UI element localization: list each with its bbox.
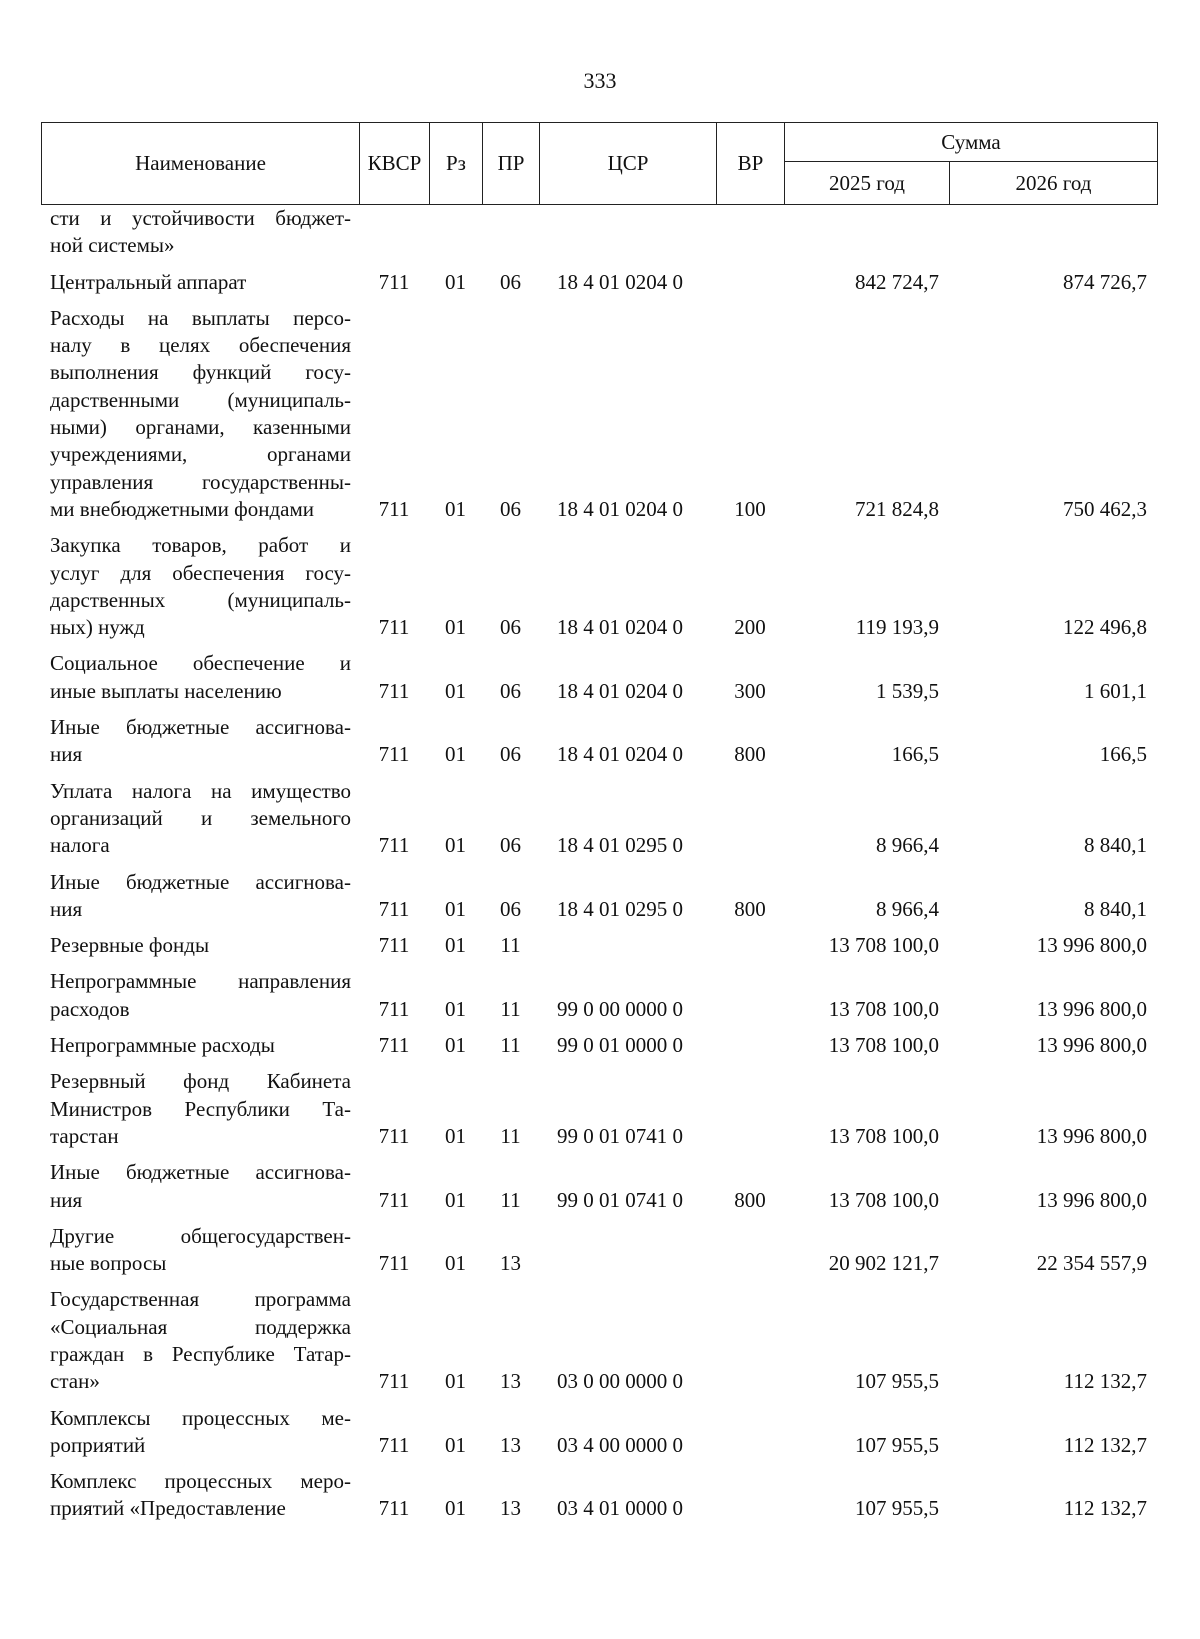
row-name <box>41 1463 359 1527</box>
cell-kvsr: 711 <box>378 615 410 640</box>
cell-vr <box>716 264 784 300</box>
cell-csr: 18 4 01 0204 0 <box>557 678 683 703</box>
cell-kvsr: 711 <box>378 1369 410 1394</box>
row-name-line: ния <box>50 1187 83 1212</box>
cell-csr: 99 0 00 0000 0 <box>557 996 683 1021</box>
cell-y2026: 122 496,8 <box>1063 615 1147 640</box>
cell-y2025: 20 902 121,7 <box>828 1251 939 1276</box>
row-name-line: роприятий <box>50 1432 146 1457</box>
cell-csr: 18 4 01 0204 0 <box>557 742 683 767</box>
cell-rz: 01 <box>445 833 466 858</box>
cell-y2026: 874 726,7 <box>1063 269 1147 294</box>
cell-csr <box>539 927 716 963</box>
row-name-line: Другие общегосударствен- <box>50 1223 351 1248</box>
cell-rz: 01 <box>445 896 466 921</box>
budget-table-body <box>41 205 1157 1527</box>
cell-pr: 13 <box>500 1369 521 1394</box>
cell-pr: 06 <box>500 742 521 767</box>
cell-y2025: 8 966,4 <box>876 833 939 858</box>
row-name-line: тарстан <box>50 1123 119 1148</box>
header-sum: Сумма <box>785 123 1158 162</box>
table-row <box>41 205 1157 264</box>
table-row <box>41 645 1157 709</box>
row-name-line: ми внебюджетными фондами <box>50 496 314 521</box>
row-name-line: ных) нужд <box>50 615 145 640</box>
cell-y2025: 107 955,5 <box>855 1432 939 1457</box>
row-name-line: Непрограммные расходы <box>50 1033 275 1058</box>
cell-y2026: 13 996 800,0 <box>1036 1033 1147 1058</box>
row-name <box>41 1218 359 1282</box>
cell-vr <box>716 963 784 1027</box>
cell-csr: 03 4 01 0000 0 <box>557 1496 683 1521</box>
row-name-line: дарственных (муниципаль- <box>50 587 351 612</box>
cell-y2026: 112 132,7 <box>1063 1432 1147 1457</box>
row-name-line: Государственная программа <box>50 1287 351 1312</box>
cell-pr: 13 <box>500 1432 521 1457</box>
row-name <box>41 1281 359 1399</box>
row-name <box>41 963 359 1027</box>
cell-vr <box>716 1063 784 1154</box>
cell-y2026: 13 996 800,0 <box>1036 933 1147 958</box>
cell-pr: 06 <box>500 896 521 921</box>
cell-vr: 100 <box>734 496 766 521</box>
cell-y2026: 22 354 557,9 <box>1036 1251 1147 1276</box>
table-row <box>41 300 1157 527</box>
table-row <box>41 264 1157 300</box>
cell-pr: 06 <box>500 496 521 521</box>
cell-rz: 01 <box>445 269 466 294</box>
cell-pr: 11 <box>500 1033 521 1058</box>
cell-kvsr: 711 <box>378 678 410 703</box>
cell-vr: 200 <box>734 615 766 640</box>
cell-y2025: 107 955,5 <box>855 1496 939 1521</box>
row-name-line: управления государственны- <box>50 469 351 494</box>
row-name-line: ния <box>50 742 83 767</box>
cell-y2025: 842 724,7 <box>855 269 939 294</box>
cell-vr <box>716 927 784 963</box>
row-name <box>41 773 359 864</box>
cell-kvsr: 711 <box>378 833 410 858</box>
cell-y2025 <box>784 205 949 264</box>
table-row <box>41 1218 1157 1282</box>
row-name <box>41 264 359 300</box>
table-row <box>41 1063 1157 1154</box>
table-row <box>41 864 1157 928</box>
cell-rz: 01 <box>445 742 466 767</box>
cell-y2025: 13 708 100,0 <box>828 1187 939 1212</box>
cell-y2026: 8 840,1 <box>1084 833 1147 858</box>
row-name <box>41 1154 359 1218</box>
cell-kvsr: 711 <box>378 1432 410 1457</box>
cell-csr: 18 4 01 0204 0 <box>557 615 683 640</box>
table-header <box>41 122 1158 205</box>
cell-kvsr: 711 <box>378 933 410 958</box>
cell-rz: 01 <box>445 1432 466 1457</box>
table-row <box>41 1027 1157 1063</box>
row-name-line: Комплекс процессных меро- <box>50 1469 351 1494</box>
row-name <box>41 709 359 773</box>
cell-y2026: 112 132,7 <box>1063 1369 1147 1394</box>
cell-y2026: 8 840,1 <box>1084 896 1147 921</box>
row-name-line: Центральный аппарат <box>50 269 247 294</box>
row-name <box>41 1400 359 1464</box>
cell-vr <box>716 1027 784 1063</box>
cell-vr: 800 <box>734 896 766 921</box>
header-rz: Рз <box>430 123 483 205</box>
row-name-line: ные вопросы <box>50 1251 167 1276</box>
row-name-line: Резервные фонды <box>50 933 210 958</box>
cell-rz: 01 <box>445 1496 466 1521</box>
cell-pr: 11 <box>500 933 521 958</box>
table-row <box>41 773 1157 864</box>
row-name-line: Непрограммные направления <box>50 969 351 994</box>
row-name-line: выполнения функций госу- <box>50 360 351 385</box>
cell-pr: 06 <box>500 678 521 703</box>
row-name-line: сти и устойчивости бюджет- <box>50 206 351 230</box>
cell-csr: 18 4 01 0204 0 <box>557 269 683 294</box>
row-name-line: Иные бюджетные ассигнова- <box>50 869 351 894</box>
cell-rz: 01 <box>445 615 466 640</box>
cell-kvsr: 711 <box>378 1496 410 1521</box>
cell-kvsr: 711 <box>378 1187 410 1212</box>
row-name-line: Министров Республики Та- <box>50 1096 351 1121</box>
row-name-line: Закупка товаров, работ и <box>50 533 351 558</box>
cell-kvsr: 711 <box>378 996 410 1021</box>
header-year-2025: 2025 год <box>785 162 950 205</box>
cell-pr: 13 <box>500 1251 521 1276</box>
row-name-line: налога <box>50 833 110 858</box>
cell-pr: 06 <box>500 269 521 294</box>
cell-pr: 11 <box>500 1187 521 1212</box>
table-row <box>41 709 1157 773</box>
cell-y2026: 13 996 800,0 <box>1036 996 1147 1021</box>
header-year-2026: 2026 год <box>950 162 1158 205</box>
cell-pr: 11 <box>500 996 521 1021</box>
row-name-line: иные выплаты населению <box>50 678 282 703</box>
row-name-line: Расходы на выплаты персо- <box>50 305 351 330</box>
cell-vr <box>716 1400 784 1464</box>
cell-rz: 01 <box>445 496 466 521</box>
row-name <box>41 864 359 928</box>
cell-y2026: 13 996 800,0 <box>1036 1187 1147 1212</box>
cell-pr: 06 <box>500 833 521 858</box>
cell-rz: 01 <box>445 933 466 958</box>
row-name-line: ния <box>50 896 83 921</box>
row-name-line: Комплексы процессных ме- <box>50 1405 351 1430</box>
cell-kvsr: 711 <box>378 496 410 521</box>
cell-pr: 06 <box>500 615 521 640</box>
cell-pr: 11 <box>500 1123 521 1148</box>
table-row <box>41 1154 1157 1218</box>
cell-y2025: 1 539,5 <box>876 678 939 703</box>
cell-y2025: 13 708 100,0 <box>828 996 939 1021</box>
row-name-line: ной системы» <box>50 233 175 258</box>
header-vr: ВР <box>717 123 785 205</box>
cell-y2025: 13 708 100,0 <box>828 933 939 958</box>
cell-vr <box>716 773 784 864</box>
cell-vr <box>716 1463 784 1527</box>
cell-vr: 800 <box>734 742 766 767</box>
page-number: 333 <box>583 68 617 93</box>
cell-csr: 03 0 00 0000 0 <box>557 1369 683 1394</box>
cell-vr <box>716 1281 784 1399</box>
row-name <box>41 205 359 264</box>
cell-y2025: 721 824,8 <box>855 496 939 521</box>
cell-vr <box>716 1218 784 1282</box>
table-row <box>41 527 1157 645</box>
cell-y2026: 1 601,1 <box>1084 678 1147 703</box>
row-name-line: Иные бюджетные ассигнова- <box>50 1160 351 1185</box>
table-row <box>41 1400 1157 1464</box>
cell-csr <box>539 1218 716 1282</box>
row-name-line: Резервный фонд Кабинета <box>50 1069 351 1094</box>
header-csr: ЦСР <box>540 123 717 205</box>
cell-rz: 01 <box>445 678 466 703</box>
cell-y2025: 8 966,4 <box>876 896 939 921</box>
row-name-line: Уплата налога на имущество <box>50 778 351 803</box>
cell-y2026: 750 462,3 <box>1063 496 1147 521</box>
cell-y2025: 119 193,9 <box>855 615 939 640</box>
row-name-line: услуг для обеспечения госу- <box>50 560 351 585</box>
cell-rz <box>429 205 482 264</box>
cell-csr: 18 4 01 0295 0 <box>557 896 683 921</box>
row-name-line: Социальное обеспечение и <box>50 651 351 676</box>
cell-kvsr <box>359 205 429 264</box>
cell-y2025: 13 708 100,0 <box>828 1123 939 1148</box>
cell-kvsr: 711 <box>378 1033 410 1058</box>
row-name <box>41 527 359 645</box>
row-name <box>41 300 359 527</box>
cell-pr: 13 <box>500 1496 521 1521</box>
cell-rz: 01 <box>445 1369 466 1394</box>
row-name-line: дарственными (муниципаль- <box>50 387 351 412</box>
row-name-line: приятий «Предоставление <box>50 1496 286 1521</box>
header-name: Наименование <box>42 123 360 205</box>
row-name-line: Иные бюджетные ассигнова- <box>50 715 351 740</box>
row-name-line: расходов <box>50 996 130 1021</box>
cell-csr: 99 0 01 0000 0 <box>557 1033 683 1058</box>
cell-kvsr: 711 <box>378 742 410 767</box>
cell-kvsr: 711 <box>378 269 410 294</box>
cell-vr: 300 <box>734 678 766 703</box>
cell-y2025: 13 708 100,0 <box>828 1033 939 1058</box>
row-name-line: налу в целях обеспечения <box>50 333 351 358</box>
cell-rz: 01 <box>445 1251 466 1276</box>
cell-kvsr: 711 <box>378 1123 410 1148</box>
cell-kvsr: 711 <box>378 896 410 921</box>
cell-csr: 18 4 01 0295 0 <box>557 833 683 858</box>
cell-csr: 03 4 00 0000 0 <box>557 1432 683 1457</box>
cell-rz: 01 <box>445 1187 466 1212</box>
cell-y2025: 107 955,5 <box>855 1369 939 1394</box>
row-name <box>41 645 359 709</box>
table-row <box>41 927 1157 963</box>
cell-csr: 99 0 01 0741 0 <box>557 1123 683 1148</box>
cell-rz: 01 <box>445 996 466 1021</box>
table-row <box>41 963 1157 1027</box>
cell-csr <box>539 205 716 264</box>
cell-csr: 99 0 01 0741 0 <box>557 1187 683 1212</box>
row-name-line: организаций и земельного <box>50 805 351 830</box>
header-pr: ПР <box>483 123 540 205</box>
cell-rz: 01 <box>445 1033 466 1058</box>
cell-y2026: 13 996 800,0 <box>1036 1123 1147 1148</box>
cell-kvsr: 711 <box>378 1251 410 1276</box>
row-name-line: граждан в Республике Татар- <box>50 1341 351 1366</box>
cell-y2025: 166,5 <box>891 742 939 767</box>
cell-rz: 01 <box>445 1123 466 1148</box>
cell-pr <box>482 205 539 264</box>
cell-vr: 800 <box>734 1187 766 1212</box>
row-name-line: учреждениями, органами <box>50 442 351 467</box>
cell-csr: 18 4 01 0204 0 <box>557 496 683 521</box>
row-name <box>41 927 359 963</box>
table-row <box>41 1463 1157 1527</box>
cell-y2026: 112 132,7 <box>1063 1496 1147 1521</box>
row-name-line: «Социальная поддержка <box>50 1314 351 1339</box>
table-row <box>41 1281 1157 1399</box>
row-name <box>41 1027 359 1063</box>
row-name-line: стан» <box>50 1369 100 1394</box>
cell-vr <box>716 205 784 264</box>
cell-y2026: 166,5 <box>1099 742 1147 767</box>
row-name <box>41 1063 359 1154</box>
header-kvsr: КВСР <box>360 123 430 205</box>
row-name-line: ными) органами, казенными <box>50 415 351 440</box>
cell-y2026 <box>949 205 1157 264</box>
